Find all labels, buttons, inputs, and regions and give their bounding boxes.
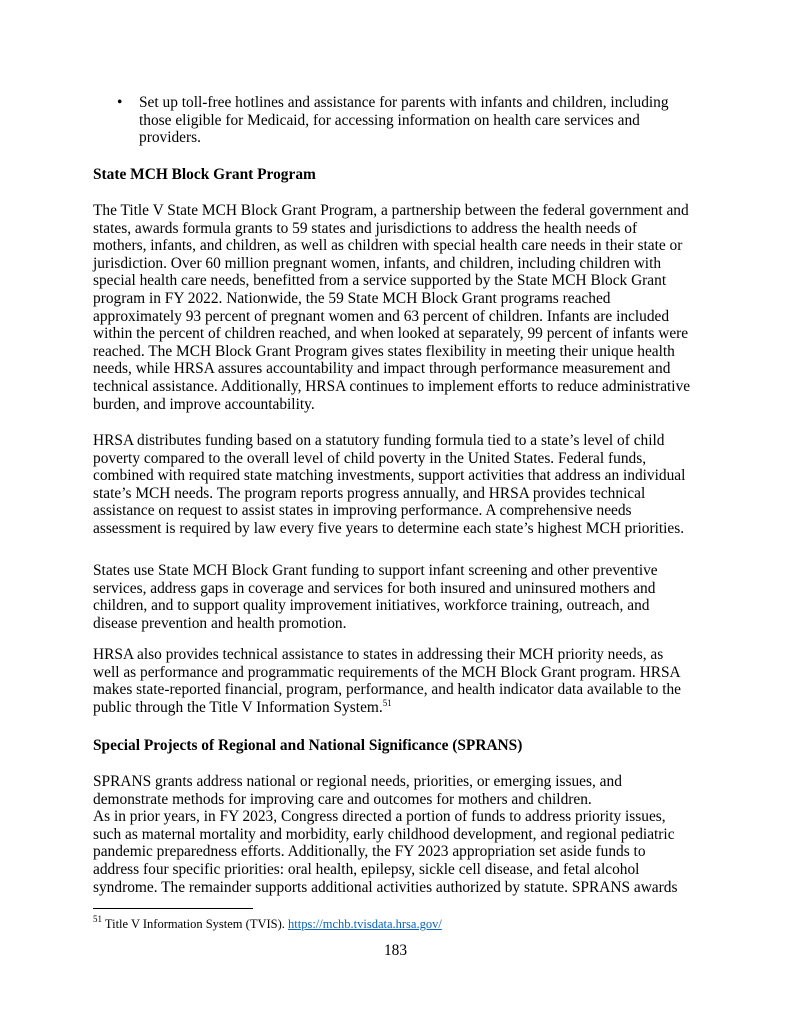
paragraph — [93, 432, 713, 538]
text-line: demonstrate methods for improving care and outcomes for mothers and children. — [93, 790, 592, 808]
text-line: states, awards formula grants to 59 states and jurisdictions to address the health needs of — [93, 219, 638, 237]
text-line: assessment is required by law every five years to determine each state’s highest MCH priorities. — [93, 519, 685, 537]
bullet-item — [139, 94, 759, 147]
text-line: The Title V State MCH Block Grant Program, a partnership between the federal government and — [93, 202, 689, 219]
text-line: approximately 93 percent of pregnant women and 63 percent of children. Infants are included — [93, 307, 670, 325]
text-line: assistance on request to assist states in improving performance. A comprehensive needs — [93, 502, 632, 520]
section-heading-sprans: Special Projects of Regional and National Significance (SPRANS) — [93, 737, 523, 754]
text-line: providers. — [139, 129, 201, 147]
text-line: disease prevention and health promotion. — [93, 614, 347, 632]
footnote-reference[interactable]: 51 — [382, 697, 392, 708]
text-line: combined with required state matching investments, support activities that address an individual — [93, 467, 686, 485]
text-line: syndrome. The remainder supports additional activities authorized by statute. SPRANS awards — [93, 878, 678, 896]
paragraph — [93, 202, 713, 413]
footnote-link[interactable]: https://mchb.tvisdata.hrsa.gov/ — [288, 917, 442, 931]
text-line: public through the Title V Information System.$^{51}$ — [93, 697, 392, 716]
footnote — [93, 916, 442, 932]
text-line: burden, and improve accountability. — [93, 395, 315, 413]
text-line: HRSA distributes funding based on a statutory funding formula tied to a state’s level of child — [93, 432, 665, 449]
text-line: Set up toll-free hotlines and assistance for parents with infants and children, including — [139, 94, 669, 111]
text-line: pandemic preparedness efforts. Additionally, the FY 2023 appropriation set aside funds to — [93, 843, 646, 861]
bullet-icon: • — [117, 94, 123, 111]
section-heading-state-mch: State MCH Block Grant Program — [93, 166, 316, 183]
footnote-divider — [93, 908, 253, 909]
text-line: well as performance and programmatic requirements of the MCH Block Grant program. HRSA — [93, 663, 681, 681]
text-line: As in prior years, in FY 2023, Congress directed a portion of funds to address priority issues, — [93, 808, 666, 826]
text-line: services, address gaps in coverage and services for both insured and uninsured mothers and — [93, 579, 656, 597]
footnote-text: Title V Information System (TVIS). — [102, 917, 289, 931]
text-line: poverty compared to the overall level of child poverty in the United States. Federal funds, — [93, 449, 647, 467]
text-line: needs, while HRSA assures accountability and impact through performance measurement and — [93, 360, 671, 378]
text-line: address four specific priorities: oral health, epilepsy, sickle cell disease, and fetal alcohol — [93, 860, 640, 878]
text-line: technical assistance. Additionally, HRSA continues to implement efforts to reduce administrative — [93, 377, 691, 395]
text-line: HRSA also provides technical assistance to states in addressing their MCH priority needs, as — [93, 646, 664, 663]
text-line: within the percent of children reached, and when looked at separately, 99 percent of infants were — [93, 325, 689, 343]
text-line: makes state-reported financial, program, performance, and health indicator data available to the — [93, 681, 682, 699]
paragraph — [93, 646, 713, 716]
page-number: 183 — [383, 942, 408, 959]
text-line: children, and to support quality improvement initiatives, workforce training, outreach, and — [93, 597, 650, 615]
text-line: States use State MCH Block Grant funding to support infant screening and other preventive — [93, 562, 658, 579]
paragraph — [93, 773, 713, 896]
text-line: those eligible for Medicaid, for accessing information on health care services and — [139, 111, 640, 129]
text-line: state’s MCH needs. The program reports progress annually, and HRSA provides technical — [93, 484, 646, 502]
text-line: mothers, infants, and children, as well as children with special health care needs in their state or — [93, 237, 683, 255]
paragraph — [93, 562, 713, 632]
text-line: SPRANS grants address national or regional needs, priorities, or emerging issues, and — [93, 773, 622, 790]
text-line: reached. The MCH Block Grant Program gives states flexibility in meeting their unique health — [93, 342, 675, 360]
text-line: such as maternal mortality and morbidity, early childhood development, and regional pediatric — [93, 825, 675, 843]
text-line: program in FY 2022. Nationwide, the 59 State MCH Block Grant programs reached — [93, 289, 611, 307]
text-line: jurisdiction. Over 60 million pregnant women, infants, and children, including children with — [93, 254, 662, 272]
footnote-number: 51 — [93, 914, 102, 924]
text-line: special health care needs, benefitted from a service supported by the State MCH Block Grant — [93, 272, 667, 290]
